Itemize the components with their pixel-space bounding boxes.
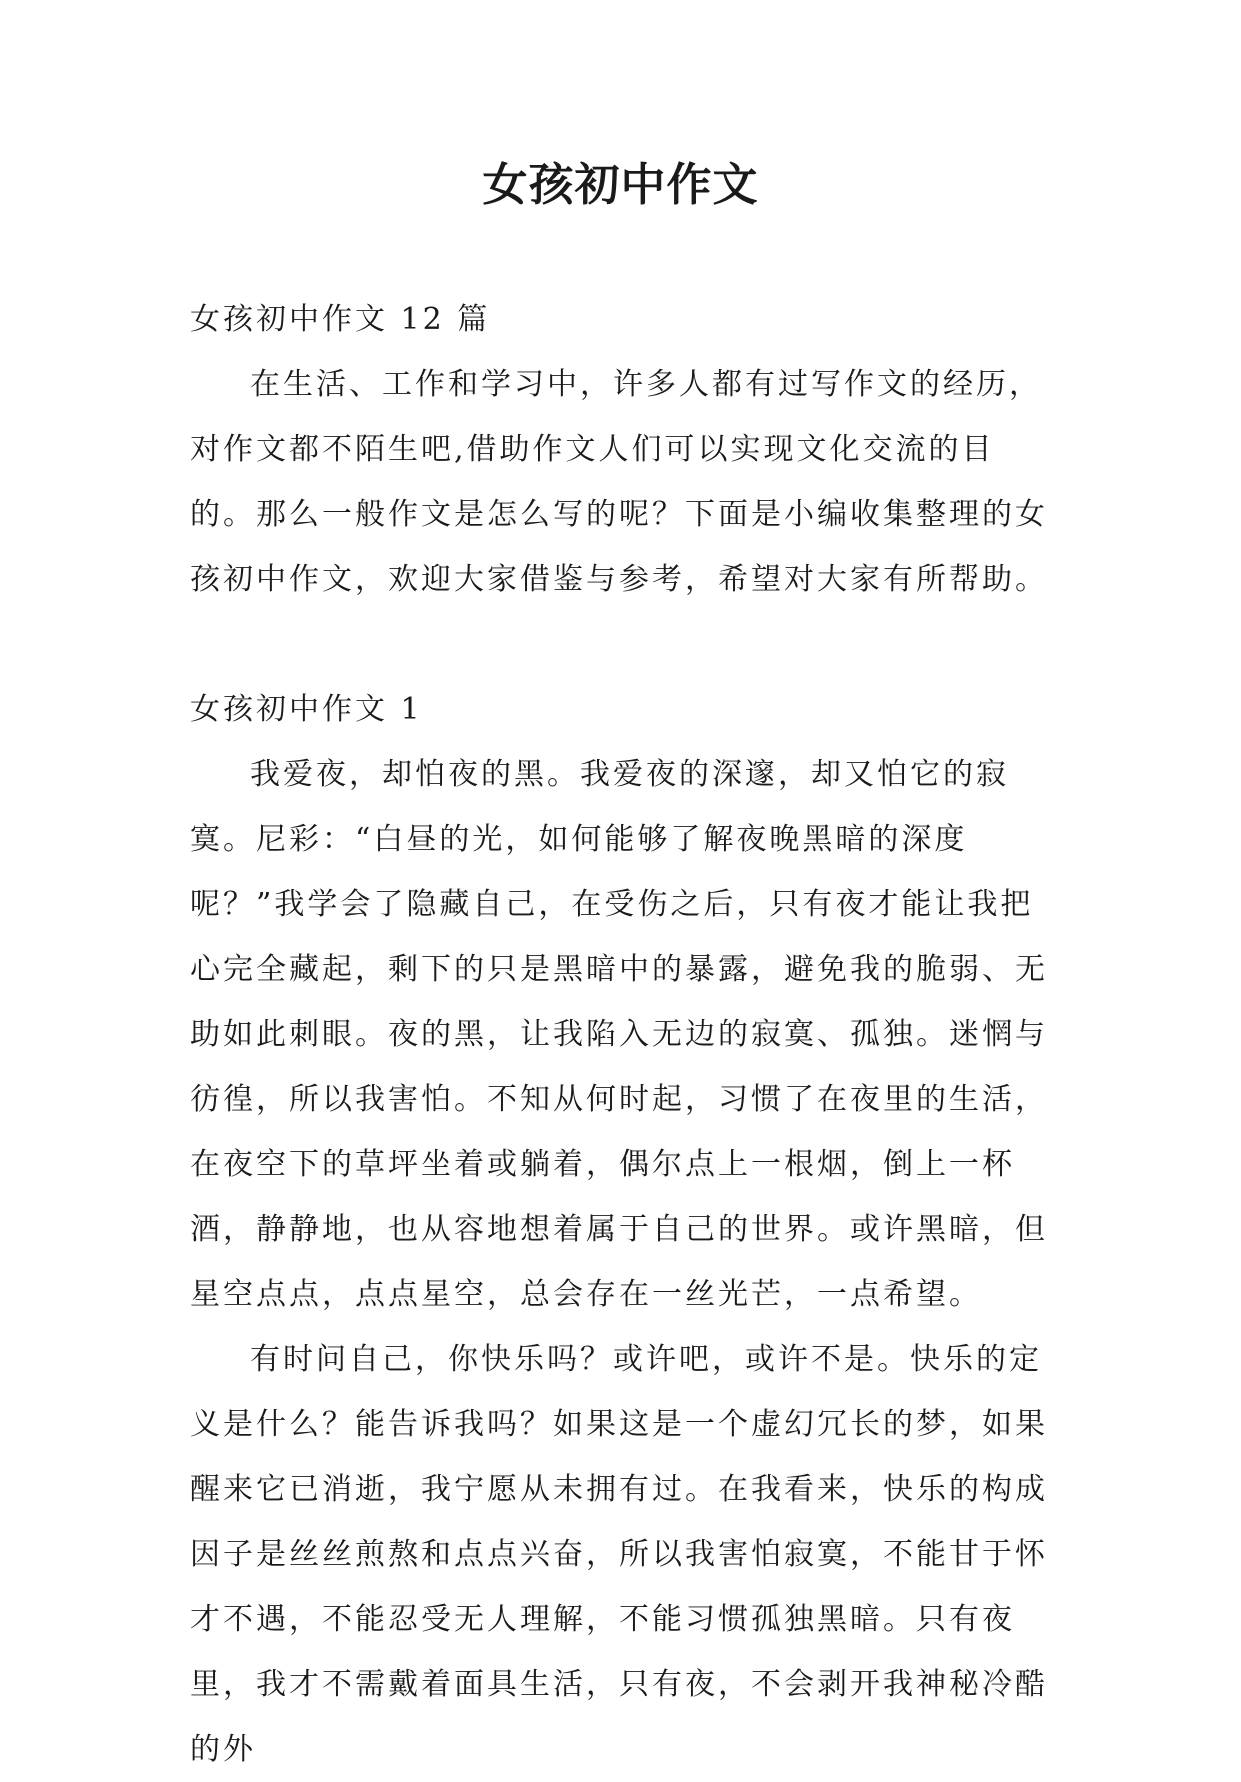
essay-1-heading: 女孩初中作文 1 — [190, 692, 423, 727]
essay-1-paragraph: 我爱夜，却怕夜的黑。我爱夜的深邃，却又怕它的寂寞。尼彩：“白昼的光，如何能够了解夜晚黑暗的深度呢？”我学会了隐藏自己，在受伤之后，只有夜才能让我把心完全藏起，剩下的只是黑暗中的暴露，避免我的脆弱、无助如此刺眼。夜的黑，让我陷入无边的寂寞、孤独。迷惘与彷徨，所以我害怕。不知从何时起，习惯了在夜里的生活，在夜空下的草坪坐着或躺着，偶尔点上一根烟，倒上一杯酒，静静地，也从容地想着属于自己的世界。或许黑暗，但星空点点，点点星空，总会存在一丝光芒，一点希望。 — [190, 757, 1048, 1312]
document-body — [190, 287, 1060, 1782]
intro-paragraph: 在生活、工作和学习中，许多人都有过写作文的经历，对作文都不陌生吧,借助作文人们可以实现文化交流的目的。那么一般作文是怎么写的呢？下面是小编收集整理的女孩初中作文，欢迎大家借鉴与参考，希望对大家有所帮助。 — [190, 367, 1048, 597]
section-spacer — [190, 612, 1060, 677]
essay-1-paragraph: 有时问自己，你快乐吗？或许吧，或许不是。快乐的定义是什么？能告诉我吗？如果这是一个虚幻冗长的梦，如果醒来它已消逝，我宁愿从未拥有过。在我看来，快乐的构成因子是丝丝煎熬和点点兴奋，所以我害怕寂寞，不能甘于怀才不遇，不能忍受无人理解，不能习惯孤独黑暗。只有夜里，我才不需戴着面具生活，只有夜，不会剥开我神秘冷酷的外 — [190, 1342, 1048, 1767]
document-title: 女孩初中作文 — [482, 158, 759, 211]
collection-heading: 女孩初中作文 12 篇 — [190, 302, 491, 337]
